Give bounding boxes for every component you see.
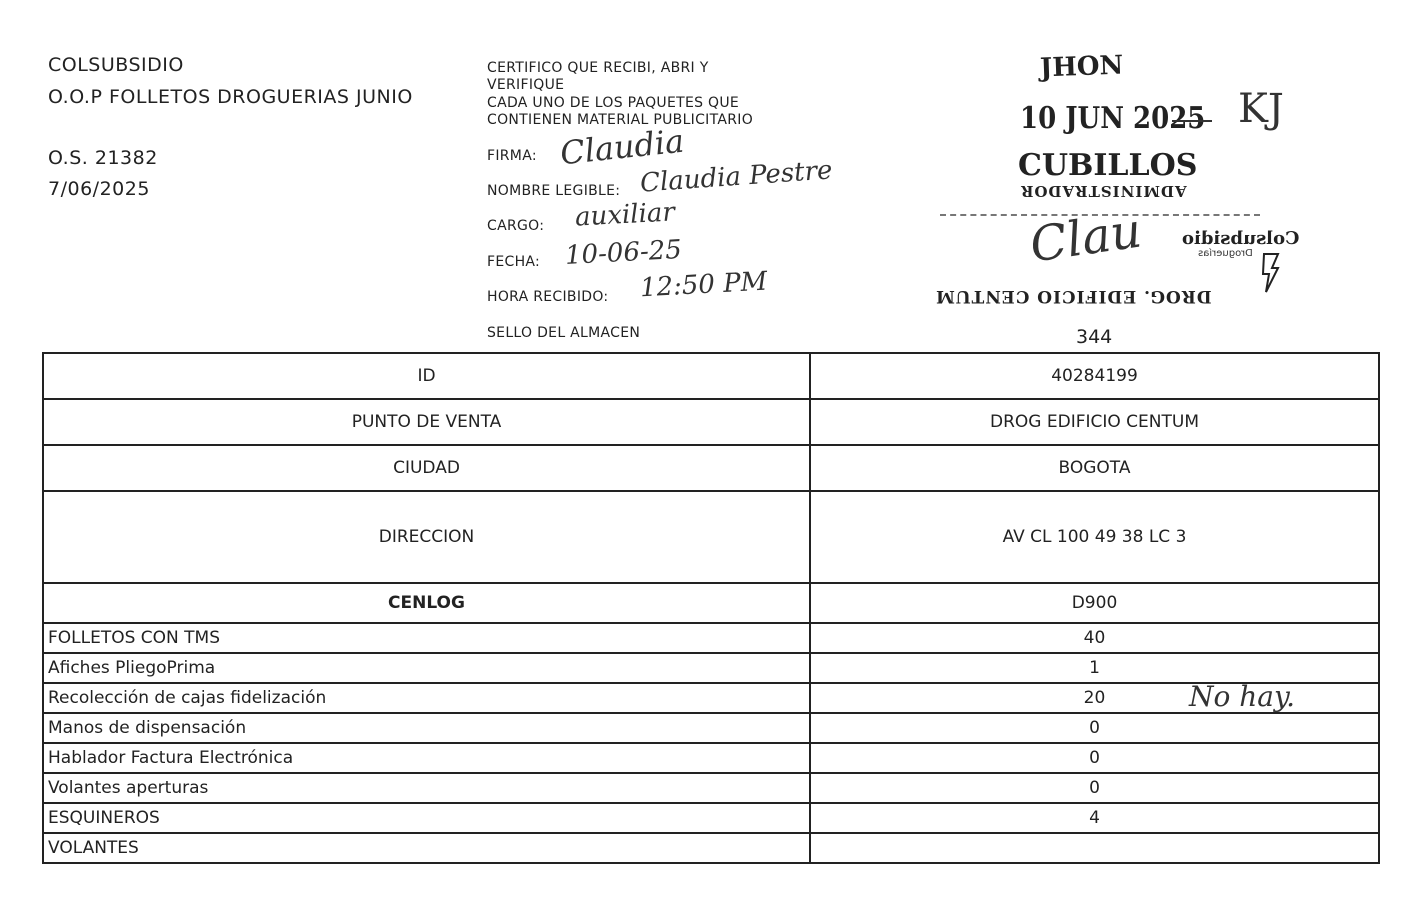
- delivery-table: [42, 352, 1380, 864]
- hora-handwritten: 12:50 PM: [639, 266, 769, 304]
- row-label: CENLOG: [43, 583, 810, 623]
- cargo-handwritten: auxiliar: [574, 197, 676, 233]
- row-label: Recolección de cajas fidelización: [43, 683, 810, 713]
- row-value: 4: [810, 803, 1379, 833]
- document-date: 7/06/2025: [48, 178, 150, 200]
- row-label: Volantes aperturas: [43, 773, 810, 803]
- stamp-date: 10 JUN 2025: [1020, 101, 1206, 137]
- row-label: Manos de dispensación: [43, 713, 810, 743]
- stamp-brand: Colsubsidio: [1182, 228, 1300, 249]
- row-label: CIUDAD: [43, 445, 810, 491]
- row-label: Hablador Factura Electrónica: [43, 743, 810, 773]
- row-value: BOGOTA: [810, 445, 1379, 491]
- stamp-signature: Clau: [1026, 202, 1145, 274]
- stamp-name: CUBILLOS: [1018, 148, 1198, 183]
- stamp-dash: [1172, 120, 1212, 122]
- stamp-number: 344: [1076, 326, 1113, 348]
- certificate-line-3: CADA UNO DE LOS PAQUETES QUE: [487, 95, 740, 111]
- handwritten-note: No hay.: [1189, 680, 1295, 713]
- certificate-line-4: CONTIENEN MATERIAL PUBLICITARIO: [487, 112, 754, 128]
- stamp-initials: KJ: [1238, 86, 1284, 132]
- row-value: [810, 680, 1379, 713]
- table-row: [43, 803, 1379, 833]
- table-row: [43, 583, 1379, 623]
- fecha-handwritten: 10-06-25: [564, 234, 683, 272]
- row-label: FOLLETOS CON TMS: [43, 623, 810, 653]
- stamp-top-name: JHON: [1039, 50, 1124, 84]
- row-label: ID: [43, 353, 810, 399]
- row-label: DIRECCION: [43, 491, 810, 583]
- row-value-text: 20: [1083, 688, 1106, 708]
- stamp-store: DROG. EDIFICIO CENTUM: [935, 286, 1212, 306]
- table-row: [43, 491, 1379, 583]
- row-label: Afiches PliegoPrima: [43, 653, 810, 683]
- row-value: [810, 833, 1379, 863]
- row-value: DROG EDIFICIO CENTUM: [810, 399, 1379, 445]
- table-row: [43, 623, 1379, 653]
- firma-handwritten: Claudia: [558, 121, 686, 173]
- cargo-label: CARGO:: [487, 218, 545, 234]
- nombre-handwritten: Claudia Pestre: [639, 155, 834, 199]
- hora-label: HORA RECIBIDO:: [487, 289, 609, 305]
- table-row: [43, 773, 1379, 803]
- table-row: [43, 743, 1379, 773]
- sello-label: SELLO DEL ALMACEN: [487, 325, 641, 341]
- row-label: VOLANTES: [43, 833, 810, 863]
- row-value: 0: [810, 743, 1379, 773]
- table-row: [43, 833, 1379, 863]
- nombre-label: NOMBRE LEGIBLE:: [487, 183, 621, 199]
- row-value: 40: [810, 623, 1379, 653]
- row-value: AV CL 100 49 38 LC 3: [810, 491, 1379, 583]
- stamp-brand-sub: Droguerías: [1198, 248, 1253, 259]
- row-value: 1: [810, 653, 1379, 683]
- stamp-role: ADMINISTRADOR: [1020, 182, 1187, 200]
- table-row: [43, 353, 1379, 399]
- table-row: [43, 713, 1379, 743]
- row-value: 0: [810, 713, 1379, 743]
- table-row: [43, 399, 1379, 445]
- row-value: D900: [810, 583, 1379, 623]
- company-name: COLSUBSIDIO: [48, 54, 184, 76]
- table-row: [43, 683, 1379, 713]
- row-value: 40284199: [810, 353, 1379, 399]
- os-number: O.S. 21382: [48, 147, 158, 169]
- row-label: ESQUINEROS: [43, 803, 810, 833]
- row-value: 0: [810, 773, 1379, 803]
- table-row: [43, 445, 1379, 491]
- order-title: O.O.P FOLLETOS DROGUERIAS JUNIO: [48, 86, 413, 108]
- row-label: PUNTO DE VENTA: [43, 399, 810, 445]
- certificate-line-1: CERTIFICO QUE RECIBI, ABRI Y: [487, 60, 709, 76]
- firma-label: FIRMA:: [487, 148, 537, 164]
- table-row: [43, 653, 1379, 683]
- brand-logo-icon: [1260, 250, 1282, 296]
- certificate-line-2: VERIFIQUE: [487, 77, 565, 93]
- fecha-label: FECHA:: [487, 254, 541, 270]
